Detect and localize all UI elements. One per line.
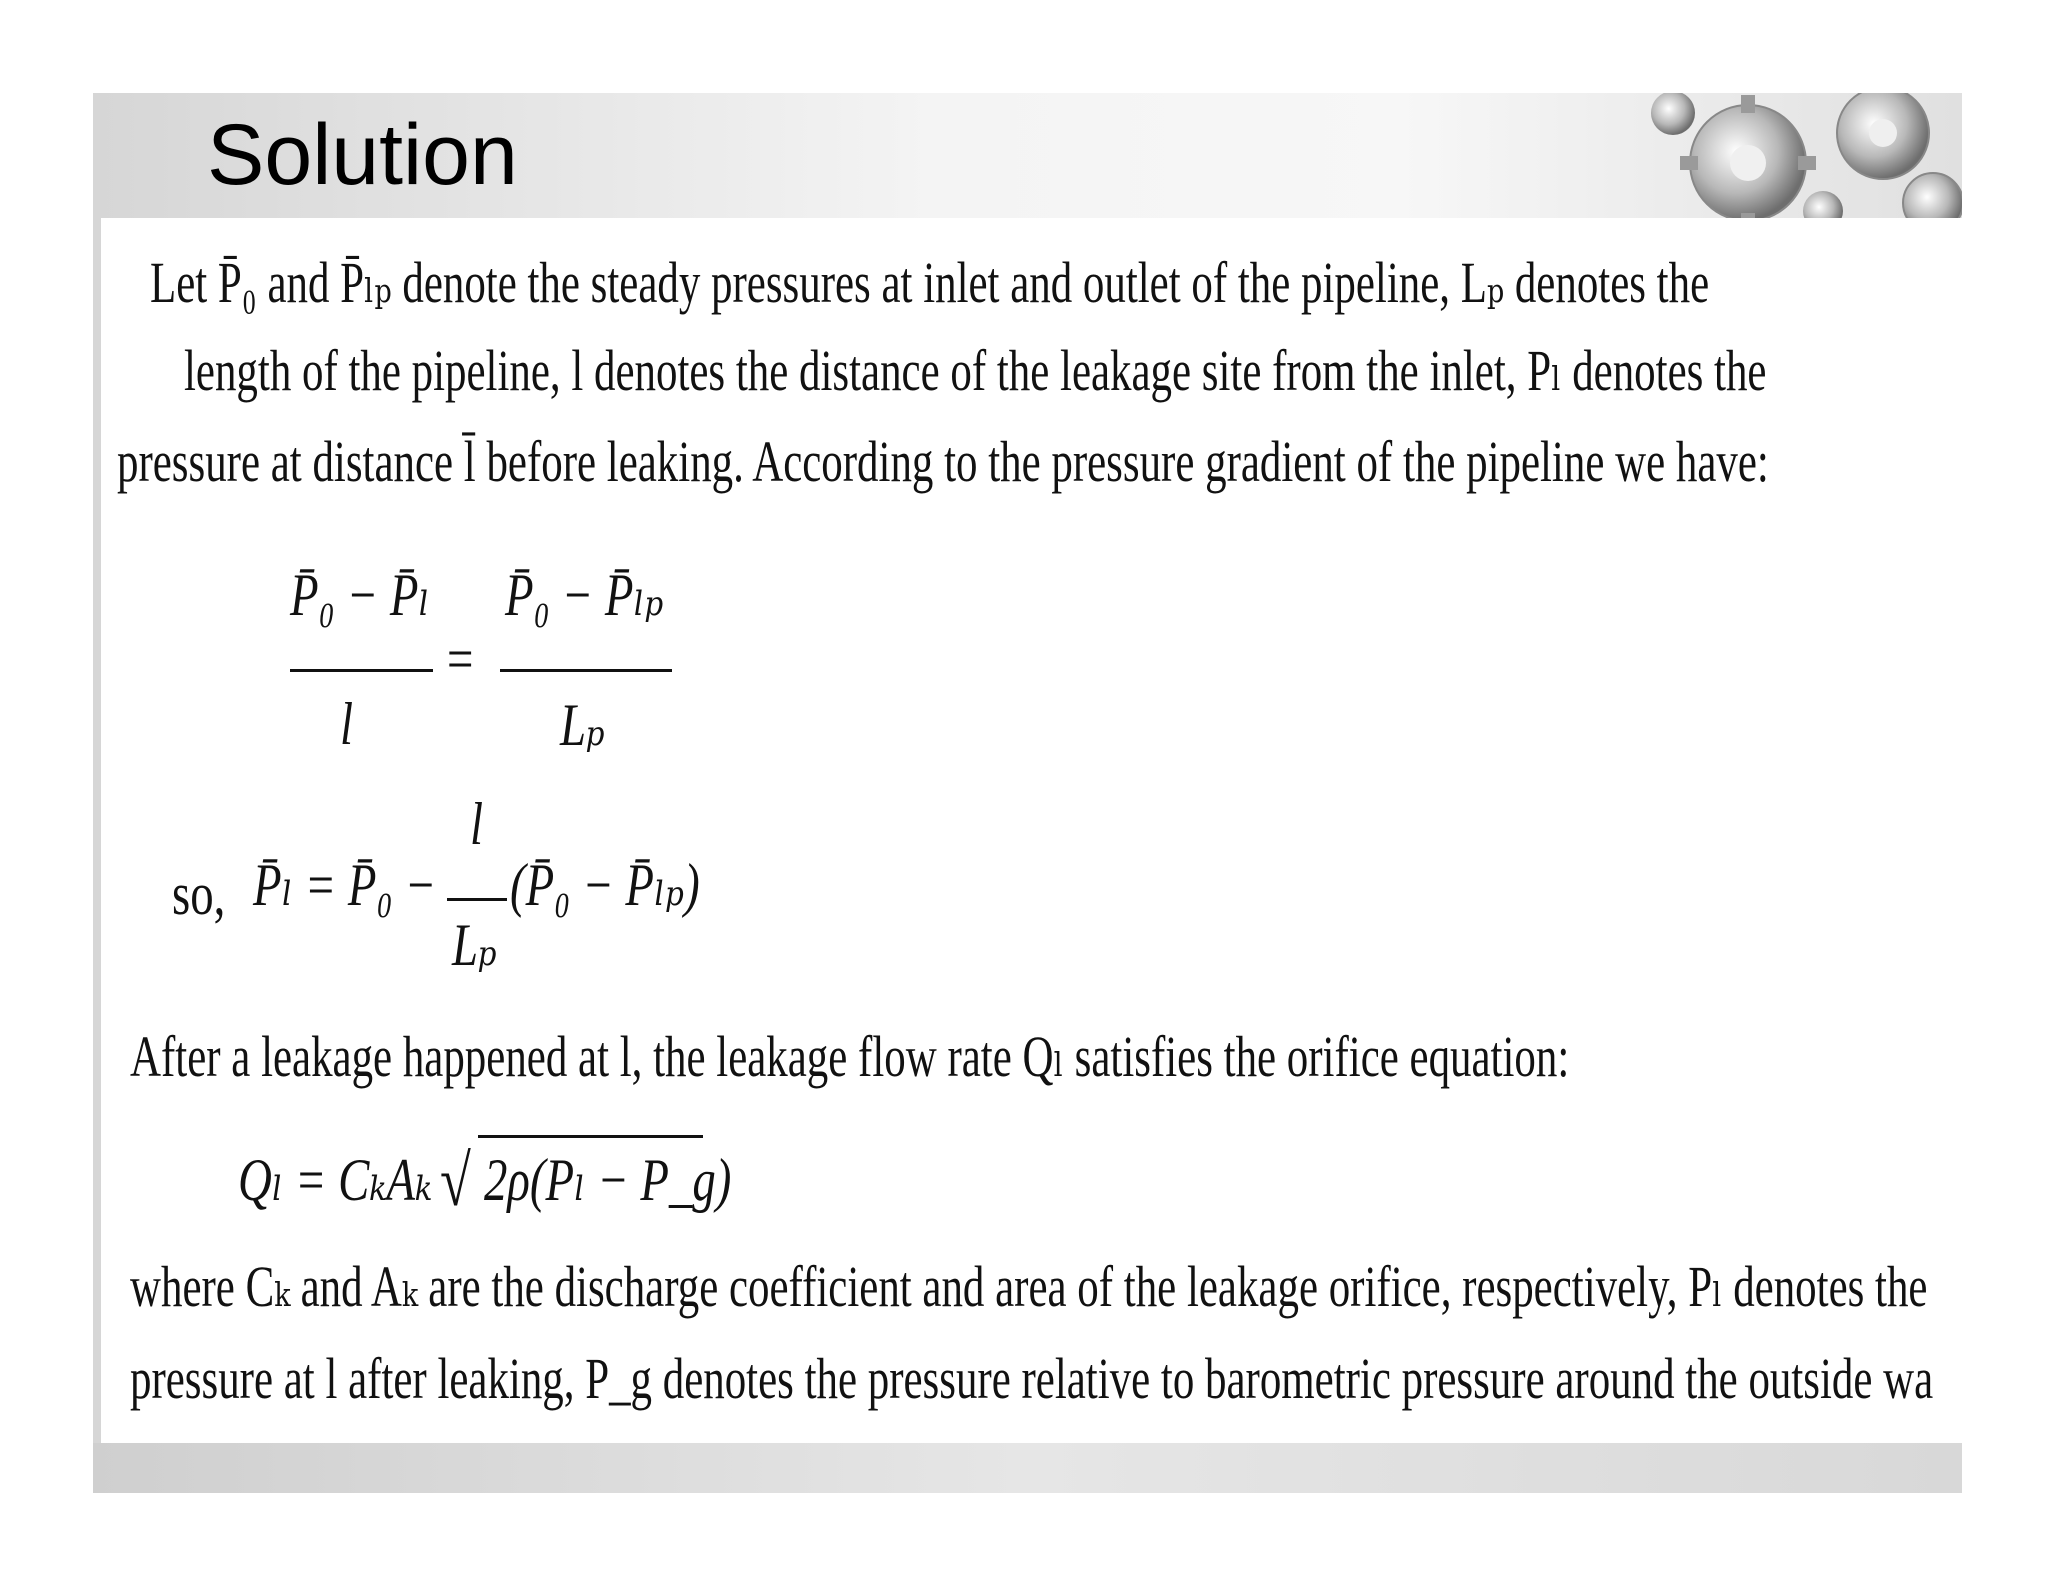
eq2-prefix: so, — [172, 861, 226, 927]
eq3-radical-bar — [478, 1135, 703, 1138]
eq2-fraction-denominator: Lₚ — [452, 912, 497, 978]
eq1-numerator-right: P̄₀ − P̄ₗₚ — [505, 562, 664, 628]
paragraph2-line1: After a leakage happened at l, the leakage flow rate Qₗ satisfies the orifice equation: — [130, 1024, 1570, 1089]
paragraph3-line1: where Cₖ and Aₖ are the discharge coefficient and area of the leakage orifice, respectively, Pₗ denotes the — [130, 1254, 1928, 1319]
paragraph1-line3: pressure at distance l̄ before leaking. According to the pressure gradient of the pipeline we have: — [117, 429, 1769, 494]
eq1-denominator-left: l — [340, 691, 354, 757]
eq2-fraction-bar — [447, 898, 507, 901]
paragraph3-line2: pressure at l after leaking, P_g denotes the pressure relative to barometric pressure around the outside wa — [130, 1346, 1934, 1411]
gear-decoration-icon — [1633, 93, 1962, 219]
bottom-band — [93, 1443, 1962, 1493]
eq2-fraction-numerator: l — [470, 791, 484, 857]
eq2-lhs: P̄ₗ = P̄₀ − — [253, 852, 437, 918]
slide-title: Solution — [207, 107, 518, 203]
eq1-numerator-left: P̄₀ − P̄ₗ — [290, 562, 430, 628]
paragraph1-line2: length of the pipeline, l denotes the distance of the leakage site from the inlet, Pₗ denotes the — [184, 338, 1767, 403]
paragraph1-line1: Let P̄₀ and P̄ₗₚ denote the steady pressures at inlet and outlet of the pipeline, Lₚ denotes the — [150, 250, 1710, 315]
eq1-fraction-bar-right — [500, 669, 672, 672]
eq3-lhs: Qₗ = CₖAₖ — [238, 1147, 433, 1213]
eq1-denominator-right: Lₚ — [560, 692, 605, 758]
eq1-fraction-bar-left — [290, 669, 433, 672]
eq3-radical-sign: √ — [440, 1141, 471, 1221]
eq3-radicand: 2ρ(Pₗ − P_g) — [484, 1147, 732, 1213]
eq1-equals: = — [447, 626, 474, 692]
eq2-rhs: (P̄₀ − P̄ₗₚ) — [510, 852, 700, 918]
